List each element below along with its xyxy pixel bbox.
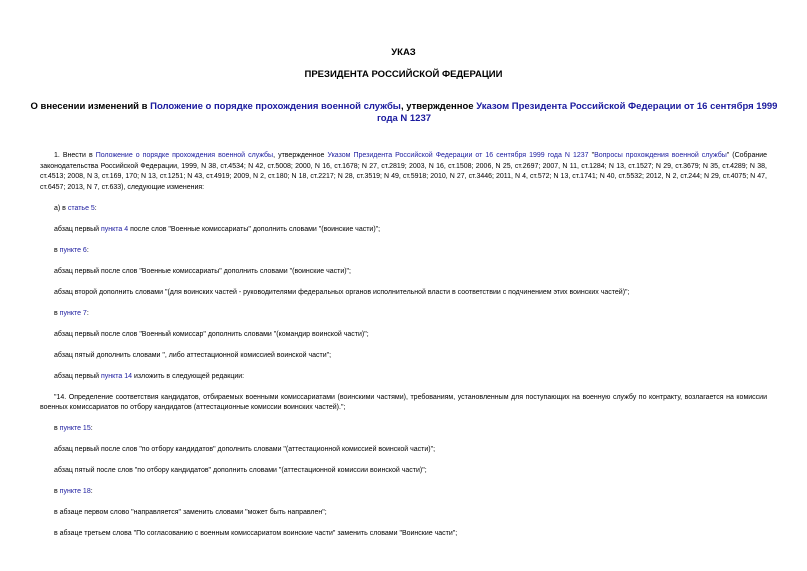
item-a1	[40, 225, 767, 236]
item-e-text: в	[54, 425, 60, 432]
heading-link-decree[interactable]: Указом Президента Российской Федерации от 16 сентября 1999 года N 1237	[376, 101, 778, 124]
item-d-post: изложить в следующей редакции:	[132, 372, 245, 380]
p1-text-rest: " (Собрание законодательства Российской Федерации, 1999, N 38, ст.4534; N 42, ст.5008; 2000, N 16, ст.1678; N 27, ст.2819; 2003, N 16, ст.1508; 2006, N 25, ст.2697; 2007, N 11, ст.1284; N 13, ст.1527; N 29, ст.3679; N 35, ст.4289; N 38, ст.4513; 2008, N 3, ст.169, 170; N 13, ст.1251; N 43, ст.4919; 2009, N 2, ст.180; N 18, ст.2217; N 28, ст.3519; N 49, ст.5918; 2010, N 27, ст.3446; 2011, N 4, ст.572; N 13, ст.1741; N 40, ст.5532; 2012, N 2, ст.244; N 29, ст.4075; N 47, ст.6457; 2013, N 7, ст.633), следующие изменения:	[40, 152, 768, 191]
item-f1: в абзаце первом слово "направляется" заменить словами "может быть направлен";	[54, 509, 327, 516]
item-b-post: :	[86, 246, 89, 254]
item-e	[40, 424, 767, 435]
link-point-15[interactable]: пункте 15	[59, 425, 91, 432]
item-f-text: в	[54, 488, 60, 495]
heading-text-mid: , утвержденное	[400, 101, 477, 112]
item-e2: абзац пятый после слов "по отбору кандидатов" дополнить словами "(аттестационной комиссии воинской части)";	[54, 467, 427, 474]
item-d	[40, 372, 767, 383]
p1-text-mid: , утвержденное	[273, 152, 328, 159]
item-c	[40, 309, 767, 320]
p1-quote: "	[588, 152, 595, 159]
item-a	[40, 204, 767, 215]
link-point-14[interactable]: пункта 14	[101, 372, 133, 380]
heading-text: О внесении изменений в	[30, 101, 151, 112]
link-point-4[interactable]: пункта 4	[101, 225, 129, 233]
doc-title: УКАЗ	[391, 47, 416, 58]
item-c-post: :	[86, 309, 89, 317]
doc-heading	[30, 101, 778, 125]
item-a-post: :	[94, 204, 97, 212]
link-point-7[interactable]: пункте 7	[59, 309, 87, 317]
item-f-post: :	[90, 488, 93, 495]
link-article-5[interactable]: статье 5	[67, 204, 95, 212]
document-body	[40, 151, 767, 540]
link-point-6[interactable]: пункте 6	[59, 246, 87, 254]
link-point-18[interactable]: пункте 18	[59, 488, 91, 495]
item-f	[40, 487, 767, 498]
item-b2: абзац второй дополнить словами "(для воинских частей - руководителями федеральных органов исполнительной власти в соответствии с подчинением этих воинских частей)";	[54, 288, 630, 296]
item-a1-post: после слов "Военные комиссариаты" дополнить словами "(воинские части)";	[128, 225, 381, 233]
item-c1: абзац первый после слов "Военный комиссар" дополнить словами "(командир воинской части)";	[54, 330, 369, 338]
item-b1: абзац первый после слов "Военные комиссариаты" дополнить словами "(воинские части)";	[54, 267, 351, 275]
heading-link-regulation[interactable]: Положение о порядке прохождения военной службы	[150, 101, 401, 112]
item-a1-text: абзац первый	[54, 225, 101, 233]
item-b	[40, 246, 767, 257]
doc-issuer: ПРЕЗИДЕНТА РОССИЙСКОЙ ФЕДЕРАЦИИ	[304, 69, 503, 80]
item-e1: абзац первый после слов "по отбору кандидатов" дополнить словами "(аттестационной комиссией воинской части)";	[54, 446, 436, 453]
item-c-text: в	[54, 309, 60, 317]
item-f2: в абзаце третьем слова "По согласованию с военным комиссариатом воинские части" заменить словами "Воинские части";	[54, 530, 458, 537]
item-a-text: а) в	[54, 204, 68, 212]
p1-text: 1. Внести в	[54, 152, 96, 159]
item-d-text: абзац первый	[54, 372, 101, 380]
paragraph-1	[40, 151, 767, 193]
item-e-post: :	[90, 425, 93, 432]
quote-point-14: "14. Определение соответствия кандидатов, отбираемых военными комиссариатами (воинскими частями), требованиям, установленным для поступающих на военную службу по контракту, возлагается на комиссии военных комиссариатов по отбору кандидатов (аттестационные комиссии воинских частей).";	[40, 393, 767, 411]
item-c2: абзац пятый дополнить словами ", либо аттестационной комиссией воинской части";	[54, 351, 332, 359]
p1-link-regulation[interactable]: Положение о порядке прохождения военной службы	[95, 152, 274, 159]
p1-link-questions[interactable]: Вопросы прохождения военной службы	[594, 152, 727, 159]
p1-link-decree[interactable]: Указом Президента Российской Федерации от 16 сентября 1999 года N 1237	[327, 152, 589, 159]
item-b-text: в	[54, 246, 60, 254]
